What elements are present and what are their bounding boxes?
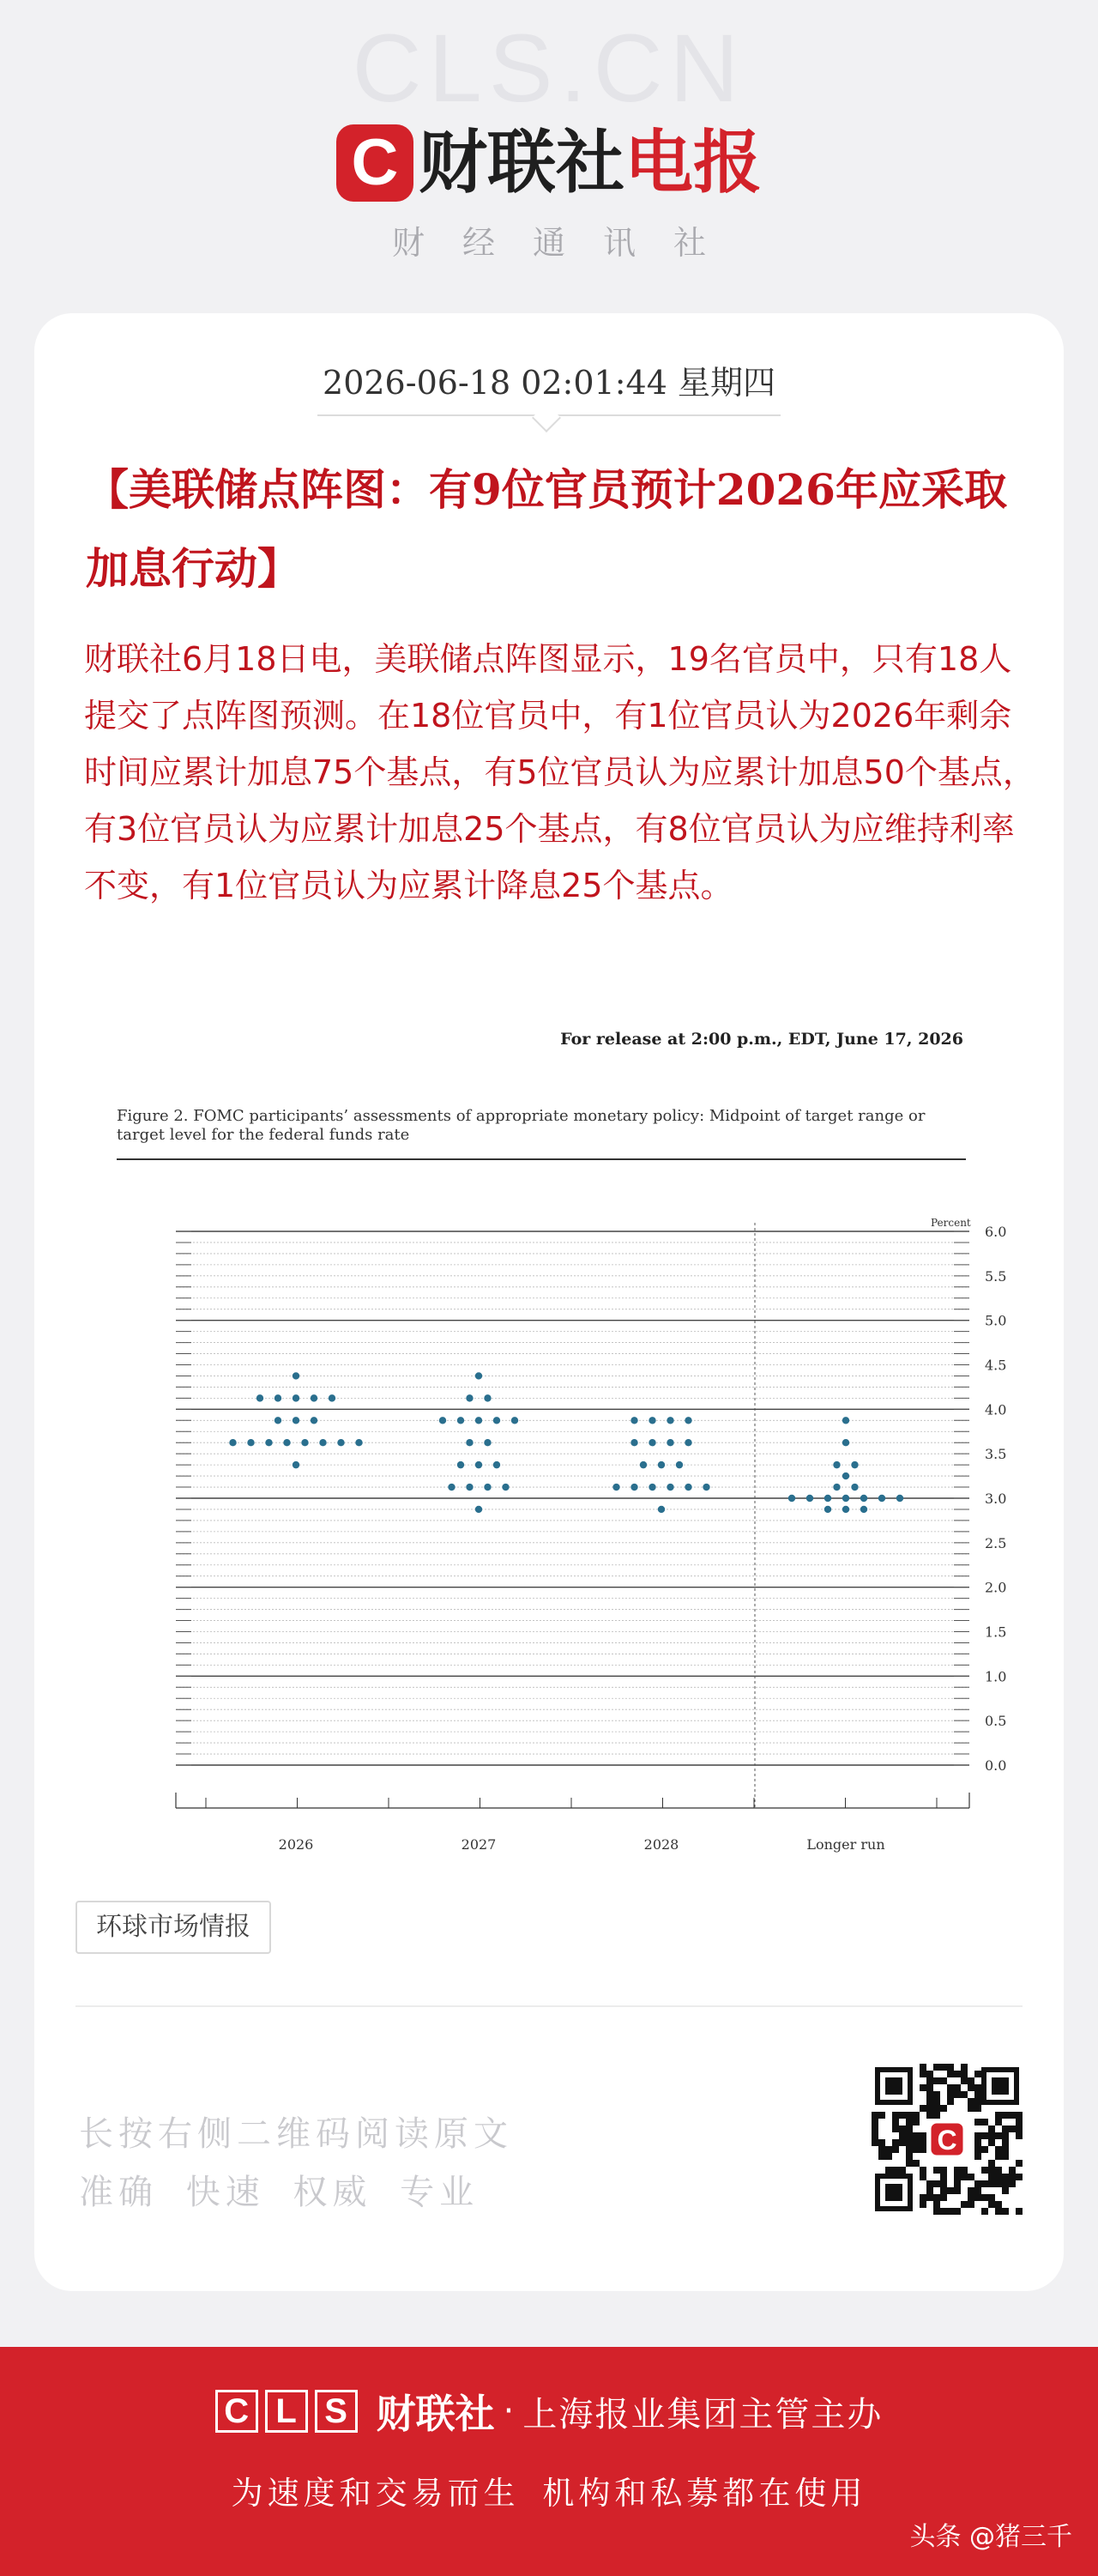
qr-module [961, 2091, 968, 2098]
qr-module [974, 2071, 981, 2077]
qr-module [899, 2112, 906, 2119]
qr-module [995, 2201, 1002, 2208]
qr-module [906, 2112, 913, 2119]
dot-point [311, 1417, 317, 1424]
brand-name: 财联社 [419, 123, 624, 203]
qr-module [947, 2187, 954, 2194]
x-tick-label: Longer run [806, 1836, 885, 1853]
qr-module [974, 2119, 981, 2126]
y-tick-label: 2.0 [985, 1579, 1007, 1596]
qr-module [988, 2126, 995, 2132]
dot-point [860, 1495, 867, 1502]
dot-point [493, 1417, 500, 1424]
y-tick-label: 1.5 [985, 1624, 1007, 1641]
cls-letter-c: C [215, 2390, 258, 2433]
y-tick-label: 4.0 [985, 1401, 1007, 1418]
qr-module [968, 2201, 974, 2208]
qr-module [947, 2071, 954, 2077]
qr-module [954, 2187, 961, 2194]
qr-module [1009, 2126, 1016, 2132]
dot-point [439, 1417, 446, 1424]
dot-point [649, 1439, 655, 1446]
qr-module [933, 2180, 940, 2187]
y-tick-label: 2.5 [985, 1534, 1007, 1551]
qr-module [892, 2139, 899, 2146]
qr-module [920, 2139, 926, 2146]
dot-point [256, 1394, 263, 1401]
qr-module [947, 2208, 954, 2215]
dot-point [630, 1484, 637, 1491]
footer-separator: · [503, 2392, 515, 2431]
qr-module [954, 2208, 961, 2215]
qr-module [899, 2126, 906, 2132]
qr-module [872, 2132, 878, 2139]
qr-module [913, 2119, 920, 2126]
qr-module [1002, 2208, 1009, 2215]
qr-module [988, 2132, 995, 2139]
dot-point [667, 1417, 673, 1424]
qr-module [926, 2187, 933, 2194]
qr-module [954, 2071, 961, 2077]
dot-point [475, 1461, 482, 1468]
qr-module [974, 2146, 981, 2153]
footer [0, 2347, 1098, 2576]
qr-module [933, 2201, 940, 2208]
dot-point [475, 1372, 482, 1379]
qr-module [1016, 2160, 1023, 2167]
dot-point [484, 1484, 491, 1491]
qr-module [954, 2084, 961, 2091]
qr-module [933, 2194, 940, 2201]
qr-module [872, 2119, 878, 2126]
dot-point [502, 1484, 509, 1491]
qr-module [913, 2132, 920, 2139]
qr-module [1002, 2132, 1009, 2139]
qr-module [947, 2091, 954, 2098]
qr-module [968, 2077, 974, 2084]
qr-module [961, 2064, 968, 2071]
logo-letter: C [351, 126, 399, 199]
qr-code-icon[interactable] [872, 2064, 1023, 2215]
qr-module [940, 2167, 947, 2174]
qr-module [906, 2160, 913, 2167]
dot-point [274, 1394, 281, 1401]
footer-brand-row [0, 2381, 1098, 2441]
dot-point [355, 1439, 362, 1446]
qr-module [1002, 2187, 1009, 2194]
qr-module [892, 2167, 899, 2174]
y-axis-label: Percent [931, 1217, 971, 1229]
dot-point [337, 1439, 344, 1446]
qr-module [933, 2091, 940, 2098]
qr-module [878, 2139, 885, 2146]
qr-module [974, 2098, 981, 2105]
qr-module [878, 2146, 885, 2153]
qr-module [1016, 2174, 1023, 2180]
datetime-notch [532, 403, 561, 432]
header [0, 0, 1098, 309]
qr-module [878, 2112, 885, 2119]
qr-module [1009, 2112, 1016, 2119]
qr-module [968, 2105, 974, 2112]
dot-point [466, 1394, 473, 1401]
dot-point [658, 1506, 665, 1513]
qr-module [1002, 2139, 1009, 2146]
qr-module [988, 2167, 995, 2174]
qr-module [1016, 2112, 1023, 2119]
release-note: For release at 2:00 p.m., EDT, June 17, 2026 [560, 1030, 963, 1049]
qr-module [995, 2112, 1002, 2119]
logo-badge-icon [336, 124, 413, 202]
qr-module [885, 2167, 892, 2174]
qr-module [1002, 2174, 1009, 2180]
footer-org: 上海报业集团主管主办 [522, 2394, 884, 2434]
qr-module [899, 2132, 906, 2139]
dot-point [511, 1417, 518, 1424]
x-tick-label: 2027 [461, 1836, 497, 1853]
qr-module [995, 2132, 1002, 2139]
qr-module [899, 2167, 906, 2174]
dot-point [493, 1461, 500, 1468]
dot-point [293, 1372, 299, 1379]
qr-module [988, 2180, 995, 2187]
qr-module [872, 2126, 878, 2132]
qr-module [940, 2174, 947, 2180]
dot-point [788, 1495, 795, 1502]
dot-point [703, 1484, 709, 1491]
footer-brand: 财联社 [376, 2391, 495, 2437]
figure-caption: Figure 2. FOMC participants’ assessments of appropriate monetary policy: Midpoint of target range or target level for the federal funds rate [117, 1107, 926, 1144]
dot-point [842, 1472, 849, 1479]
qr-module [920, 2201, 926, 2208]
dot-point [824, 1495, 831, 1502]
qr-module [872, 2112, 878, 2119]
qr-module [974, 2105, 981, 2112]
dot-point [676, 1461, 683, 1468]
qr-module [947, 2098, 954, 2105]
dot-point [283, 1439, 290, 1446]
qr-module [1016, 2126, 1023, 2132]
qr-module [1009, 2167, 1016, 2174]
qr-module [920, 2146, 926, 2153]
dot-point [649, 1417, 655, 1424]
qr-module [995, 2174, 1002, 2180]
qr-module [974, 2084, 981, 2091]
dot-point [448, 1484, 455, 1491]
qr-module [906, 2139, 913, 2146]
watermark-text: CLS.CN [352, 15, 746, 122]
qr-module [933, 2112, 940, 2119]
qr-module [906, 2126, 913, 2132]
dot-point [457, 1417, 464, 1424]
qr-module [920, 2132, 926, 2139]
qr-module [899, 2139, 906, 2146]
qr-module [995, 2146, 1002, 2153]
qr-module [920, 2174, 926, 2180]
dot-point [293, 1394, 299, 1401]
dot-point [319, 1439, 326, 1446]
qr-module [995, 2180, 1002, 2187]
y-tick-label: 0.0 [985, 1757, 1007, 1774]
qr-module [1009, 2174, 1016, 2180]
dot-point [851, 1484, 858, 1491]
figure-rule [117, 1158, 966, 1160]
qr-module [913, 2160, 920, 2167]
qr-module [933, 2098, 940, 2105]
qr-module [981, 2146, 988, 2153]
qr-module [968, 2187, 974, 2194]
qr-module [981, 2167, 988, 2174]
qr-module [913, 2112, 920, 2119]
dot-point [824, 1506, 831, 1513]
qr-module [1002, 2153, 1009, 2160]
qr-module [968, 2174, 974, 2180]
dot-point [878, 1495, 885, 1502]
dot-point [475, 1506, 482, 1513]
dot-point [842, 1439, 849, 1446]
dot-point [842, 1417, 849, 1424]
qr-module [926, 2084, 933, 2091]
qr-module [961, 2071, 968, 2077]
y-tick-label: 5.0 [985, 1312, 1007, 1329]
qr-center-letter: C [937, 2125, 957, 2156]
qr-module [961, 2201, 968, 2208]
qr-module [988, 2139, 995, 2146]
qr-module [954, 2174, 961, 2180]
dot-point [229, 1439, 236, 1446]
dot-point [265, 1439, 272, 1446]
qr-module [940, 2194, 947, 2201]
dot-point [466, 1439, 473, 1446]
dot-point [842, 1495, 849, 1502]
dot-point [833, 1461, 840, 1468]
dot-point [293, 1417, 299, 1424]
qr-module [995, 2119, 1002, 2126]
y-tick-label: 6.0 [985, 1224, 1007, 1240]
qr-module [892, 2126, 899, 2132]
qr-module [892, 2146, 899, 2153]
qr-module [926, 2194, 933, 2201]
dot-point [630, 1417, 637, 1424]
qr-module [968, 2084, 974, 2091]
dot-point [649, 1484, 655, 1491]
x-tick-label: 2028 [643, 1836, 679, 1853]
qr-module [961, 2077, 968, 2084]
dot-point [457, 1461, 464, 1468]
dot-point [630, 1439, 637, 1446]
dot-point [466, 1484, 473, 1491]
source-attribution: 头条 @猪三千 [909, 2522, 1072, 2552]
dot-point [658, 1461, 665, 1468]
dot-point [860, 1506, 867, 1513]
qr-module [988, 2160, 995, 2167]
dot-point [667, 1484, 673, 1491]
qr-module [906, 2153, 913, 2160]
qr-module [974, 2139, 981, 2146]
qr-module [906, 2146, 913, 2153]
y-tick-label: 3.5 [985, 1446, 1007, 1463]
dot-point [301, 1439, 308, 1446]
dot-point [685, 1439, 691, 1446]
qr-module [933, 2105, 940, 2112]
dot-point [475, 1417, 482, 1424]
logo [0, 120, 1098, 206]
dot-point [842, 1506, 849, 1513]
qr-module [920, 2167, 926, 2174]
qr-hint: 长按右侧二维码阅读原文 [79, 2114, 513, 2154]
qr-module [885, 2146, 892, 2153]
qr-module [940, 2064, 947, 2071]
cls-letter-l: L [265, 2390, 308, 2433]
qr-module [920, 2064, 926, 2071]
qr-module [968, 2098, 974, 2105]
qr-module [954, 2180, 961, 2187]
dot-plot-chart [103, 1199, 1007, 1853]
qr-module [954, 2091, 961, 2098]
qr-module [947, 2084, 954, 2091]
qr-module [892, 2119, 899, 2126]
dot-point [685, 1417, 691, 1424]
qr-module [872, 2139, 878, 2146]
qr-module [981, 2119, 988, 2126]
qr-module [926, 2098, 933, 2105]
dot-point [484, 1394, 491, 1401]
y-tick-label: 4.5 [985, 1357, 1007, 1374]
article-headline: 【美联储点阵图：有9位官员预计2026年应采取加息行动】 [86, 464, 1007, 594]
qr-module [906, 2119, 913, 2126]
dot-point [640, 1461, 647, 1468]
qr-module [933, 2064, 940, 2071]
dot-point [667, 1439, 673, 1446]
qr-module [974, 2187, 981, 2194]
qr-module [933, 2208, 940, 2215]
dot-point [612, 1484, 619, 1491]
dot-point [484, 1439, 491, 1446]
qr-module [961, 2167, 968, 2174]
dot-point [806, 1495, 813, 1502]
qr-module [926, 2091, 933, 2098]
qr-module [885, 2153, 892, 2160]
qr-module [940, 2187, 947, 2194]
y-tick-label: 1.0 [985, 1668, 1007, 1685]
dot-point [896, 1495, 903, 1502]
qr-module [1016, 2132, 1023, 2139]
qr-module [926, 2112, 933, 2119]
qr-module [981, 2194, 988, 2201]
qr-module [913, 2146, 920, 2153]
qr-module [940, 2180, 947, 2187]
qr-module [940, 2105, 947, 2112]
dot-point [293, 1461, 299, 1468]
qr-module [933, 2167, 940, 2174]
qr-module [926, 2077, 933, 2084]
qr-module [920, 2084, 926, 2091]
qr-module [920, 2071, 926, 2077]
qr-module [1009, 2180, 1016, 2187]
qr-module [995, 2153, 1002, 2160]
brand-telegraph: 电报 [624, 123, 762, 203]
qr-module [981, 2180, 988, 2187]
qr-module [1002, 2126, 1009, 2132]
qr-module [926, 2180, 933, 2187]
qr-module [974, 2180, 981, 2187]
qr-module [940, 2208, 947, 2215]
dot-point [247, 1439, 254, 1446]
qr-module [906, 2132, 913, 2139]
qr-module [1002, 2112, 1009, 2119]
qr-slogan: 准确 快速 权威 专业 [79, 2173, 480, 2212]
qr-module [920, 2105, 926, 2112]
dot-point [274, 1417, 281, 1424]
qr-module [933, 2077, 940, 2084]
section-divider [75, 2005, 1023, 2007]
qr-module [988, 2194, 995, 2201]
qr-module [1016, 2208, 1023, 2215]
qr-module [981, 2132, 988, 2139]
dot-point [851, 1461, 858, 1468]
qr-module [1002, 2146, 1009, 2153]
qr-module [974, 2091, 981, 2098]
y-tick-label: 5.5 [985, 1267, 1007, 1285]
article-body: 财联社6月18日电，美联储点阵图显示，19名官员中，只有18人提交了点阵图预测。在18位官员中，有1位官员认为2026年剩余时间应累计加息75个基点，有5位官员认为应累计加息50个基点，有3位官员认为应累计加息25个基点，有8位官员认为应维持利率不变，有1位官员认为应累计降息25个基点。 [84, 640, 1035, 904]
qr-module [892, 2112, 899, 2119]
footer-subtitle: 为速度和交易而生 机构和私募都在使用 [231, 2475, 867, 2512]
article-datetime: 2026-06-18 02:01:44 星期四 [323, 364, 775, 402]
qr-module [974, 2153, 981, 2160]
cls-letter-s: S [315, 2390, 358, 2433]
qr-module [968, 2194, 974, 2201]
dot-point [329, 1394, 335, 1401]
y-tick-label: 3.0 [985, 1491, 1007, 1507]
tagline: 财经通讯社 [391, 224, 744, 262]
qr-module [926, 2105, 933, 2112]
qr-module [878, 2153, 885, 2160]
y-tick-label: 0.5 [985, 1713, 1007, 1730]
qr-module [995, 2167, 1002, 2174]
x-tick-label: 2026 [278, 1836, 314, 1853]
qr-module [920, 2194, 926, 2201]
dot-point [833, 1484, 840, 1491]
qr-module [1016, 2119, 1023, 2126]
article-card [34, 313, 1064, 2291]
dot-point [311, 1394, 317, 1401]
qr-module [926, 2071, 933, 2077]
qr-module [981, 2208, 988, 2215]
qr-module [974, 2132, 981, 2139]
qr-module [988, 2174, 995, 2180]
qr-module [913, 2139, 920, 2146]
qr-module [947, 2064, 954, 2071]
qr-module [995, 2208, 1002, 2215]
article-tag[interactable]: 环球市场情报 [75, 1901, 271, 1954]
qr-module [940, 2077, 947, 2084]
qr-module [988, 2201, 995, 2208]
qr-module [961, 2174, 968, 2180]
qr-module [974, 2194, 981, 2201]
qr-module [1002, 2180, 1009, 2187]
dot-point [685, 1484, 691, 1491]
qr-module [954, 2167, 961, 2174]
